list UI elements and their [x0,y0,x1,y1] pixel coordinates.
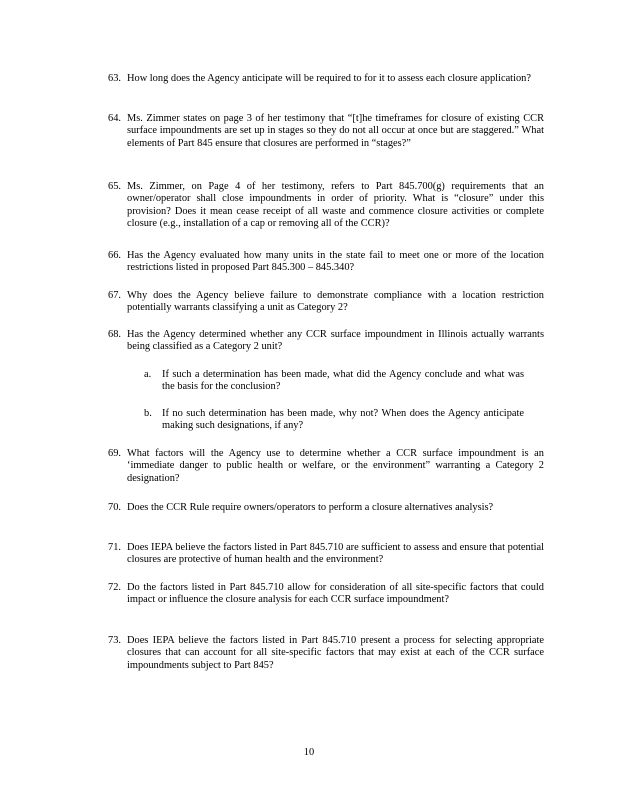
question-number: 66. [108,250,121,261]
subitem-text: If such a determination has been made, what did the Agency conclude and what was the basis for the conclusion? [162,369,524,393]
question-text: Ms. Zimmer, on Page 4 of her testimony, refers to Part 845.700(g) requirements that an owner/operator shall close impoundments in order of priority. What is “closure” under this provision? Does it mean cease receipt of all waste and commence closure activities or complete closure (e.g., installation of a cap or removing all of the CCR)? [127,181,544,230]
question-69 [108,448,544,485]
question-number: 68. [108,329,121,340]
question-number: 67. [108,290,121,301]
question-number: 72. [108,582,121,593]
question-text: How long does the Agency anticipate will be required to for it to assess each closure application? [127,73,531,84]
question-number: 63. [108,73,121,84]
question-text: Has the Agency evaluated how many units in the state fail to meet one or more of the location restrictions listed in proposed Part 845.300 – 845.340? [127,250,544,274]
question-65 [108,181,544,231]
subitem-text: If no such determination has been made, why not? When does the Agency anticipate making such designations, if any? [162,408,524,432]
question-text: Has the Agency determined whether any CCR surface impoundment in Illinois actually warrants being classified as a Category 2 unit? [127,329,544,353]
question-text: What factors will the Agency use to determine whether a CCR surface impoundment is an ‘immediate danger to public health or welfare, or the environment” warranting a Category 2 designation? [127,448,544,484]
question-number: 64. [108,113,121,124]
question-number: 65. [108,181,121,192]
question-73 [108,635,544,672]
question-63 [108,73,544,85]
question-67 [108,290,544,315]
question-text: Do the factors listed in Part 845.710 allow for consideration of all site-specific factors that could impact or influence the closure analysis for each CCR surface impoundment? [127,582,544,606]
page-number: 10 [303,747,315,758]
subitem-letter: b. [144,408,152,419]
question-number: 69. [108,448,121,459]
question-text: Does IEPA believe the factors listed in Part 845.710 are sufficient to assess and ensure that potential closures are protective of human health and the environment? [127,542,544,566]
question-66 [108,250,544,275]
question-number: 70. [108,502,121,513]
question-text: Ms. Zimmer states on page 3 of her testimony that “[t]he timeframes for closure of existing CCR surface impoundments are set up in stages so they do not all occur at once but are staggered.” What elements of Part 845 ensure that closures are performed in “stages?” [127,113,544,149]
question-text: Why does the Agency believe failure to demonstrate compliance with a location restriction potentially warrants classifying a unit as Category 2? [127,290,544,314]
question-70 [108,502,544,514]
question-68 [108,329,544,354]
question-number: 71. [108,542,121,553]
subitem-letter: a. [144,369,152,380]
question-number: 73. [108,635,121,646]
subitem-b [144,408,524,433]
subitem-a [144,369,524,394]
question-text: Does the CCR Rule require owners/operators to perform a closure alternatives analysis? [127,502,494,513]
question-72 [108,582,544,607]
question-64 [108,113,544,150]
question-71 [108,542,544,567]
question-text: Does IEPA believe the factors listed in Part 845.710 present a process for selecting appropriate closures that can account for all site-specific factors that may exist at each of the CCR surface impoundments subject to Part 845? [127,635,544,671]
